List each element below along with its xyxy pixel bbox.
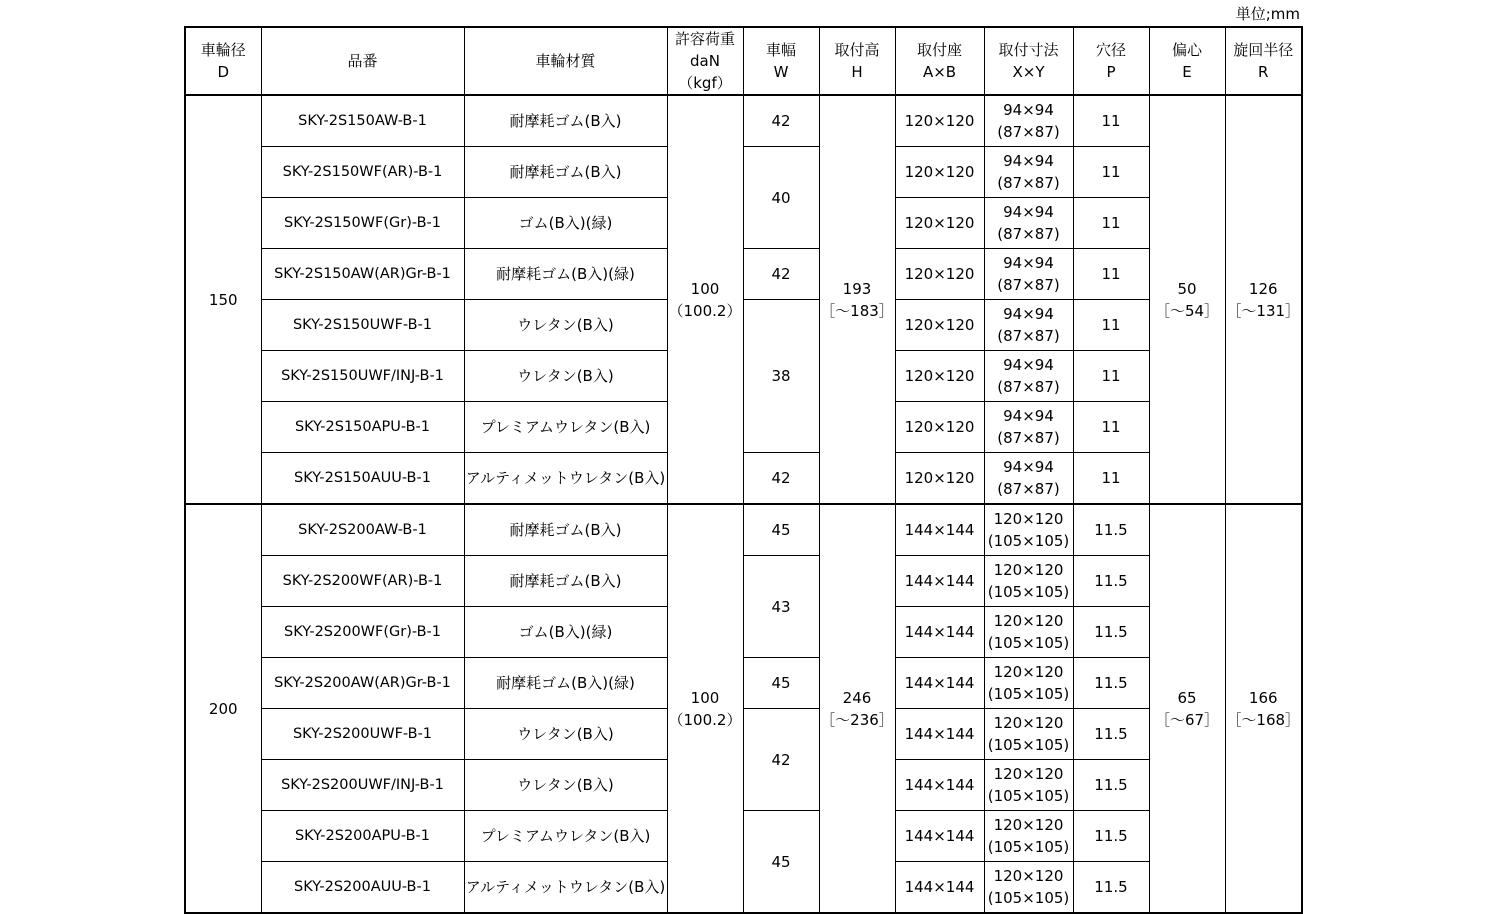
hole-diameter: 11.5 [1073,862,1149,914]
offset-cell: 65 ［～67］ [1149,504,1225,913]
hole-diameter: 11.5 [1073,760,1149,811]
mount-dims: 120×120 (105×105) [984,556,1073,607]
header-part-number: 品番 [261,27,464,95]
width-cell: 40 [743,147,819,249]
material: ウレタン(B入) [464,300,667,351]
hole-diameter: 11 [1073,147,1149,198]
mount-dims: 120×120 (105×105) [984,658,1073,709]
hole-diameter: 11 [1073,249,1149,300]
hole-diameter: 11 [1073,402,1149,453]
diameter-cell: 150 [185,95,261,504]
header-diameter: 車輪径 D [185,27,261,95]
mount-dims: 94×94 (87×87) [984,198,1073,249]
width-cell: 45 [743,658,819,709]
width-cell: 38 [743,300,819,453]
material: 耐摩耗ゴム(B入) [464,504,667,556]
diameter-cell: 200 [185,504,261,913]
table-row [185,504,1302,556]
header-load: 許容荷重 daN（kgf） [667,27,743,95]
mount-dims: 94×94 (87×87) [984,402,1073,453]
mount-dims: 120×120 (105×105) [984,811,1073,862]
mount-dims: 94×94 (87×87) [984,300,1073,351]
mount-base: 120×120 [895,402,984,453]
hole-diameter: 11 [1073,351,1149,402]
hole-diameter: 11.5 [1073,658,1149,709]
height-cell: 246 ［～236］ [819,504,895,913]
mount-dims: 94×94 (87×87) [984,351,1073,402]
material: 耐摩耗ゴム(B入) [464,556,667,607]
hole-diameter: 11 [1073,300,1149,351]
mount-base: 120×120 [895,453,984,505]
mount-dims: 94×94 (87×87) [984,249,1073,300]
width-cell: 42 [743,709,819,811]
table-row [185,709,1302,760]
mount-base: 120×120 [895,198,984,249]
header-width: 車幅 W [743,27,819,95]
mount-base: 144×144 [895,811,984,862]
part-number: SKY-2S150AW(AR)Gr-B-1 [261,249,464,300]
hole-diameter: 11 [1073,453,1149,505]
width-cell: 42 [743,453,819,505]
material: プレミアムウレタン(B入) [464,402,667,453]
mount-base: 120×120 [895,351,984,402]
table-row [185,147,1302,198]
mount-base: 120×120 [895,249,984,300]
mount-base: 144×144 [895,862,984,914]
hole-diameter: 11.5 [1073,556,1149,607]
material: ウレタン(B入) [464,760,667,811]
part-number: SKY-2S150AW-B-1 [261,95,464,147]
radius-cell: 126 ［～131］ [1225,95,1302,504]
table-row [185,556,1302,607]
header-mount-dims: 取付寸法 X×Y [984,27,1073,95]
mount-base: 144×144 [895,607,984,658]
part-number: SKY-2S200UWF-B-1 [261,709,464,760]
hole-diameter: 11.5 [1073,811,1149,862]
mount-dims: 94×94 (87×87) [984,147,1073,198]
header-radius: 旋回半径 R [1225,27,1302,95]
part-number: SKY-2S150WF(AR)-B-1 [261,147,464,198]
material: アルティメットウレタン(B入) [464,862,667,914]
material: ゴム(B入)(緑) [464,607,667,658]
material: 耐摩耗ゴム(B入)(緑) [464,658,667,709]
table-row [185,95,1302,147]
part-number: SKY-2S150UWF-B-1 [261,300,464,351]
table-row [185,249,1302,300]
width-cell: 42 [743,249,819,300]
part-number: SKY-2S200AW(AR)Gr-B-1 [261,658,464,709]
mount-base: 144×144 [895,709,984,760]
table-row [185,453,1302,505]
material: ウレタン(B入) [464,351,667,402]
material: プレミアムウレタン(B入) [464,811,667,862]
mount-base: 144×144 [895,504,984,556]
material: ウレタン(B入) [464,709,667,760]
mount-dims: 120×120 (105×105) [984,760,1073,811]
load-cell: 100 （100.2） [667,95,743,504]
mount-dims: 120×120 (105×105) [984,862,1073,914]
mount-dims: 120×120 (105×105) [984,709,1073,760]
material: 耐摩耗ゴム(B入)(緑) [464,249,667,300]
table-row [185,658,1302,709]
part-number: SKY-2S200UWF/INJ-B-1 [261,760,464,811]
part-number: SKY-2S200AUU-B-1 [261,862,464,914]
unit-label: 単位;mm [1235,5,1300,23]
mount-base: 120×120 [895,95,984,147]
header-hole: 穴径 P [1073,27,1149,95]
hole-diameter: 11.5 [1073,607,1149,658]
mount-base: 120×120 [895,147,984,198]
part-number: SKY-2S150WF(Gr)-B-1 [261,198,464,249]
mount-base: 144×144 [895,658,984,709]
table-row [185,300,1302,351]
part-number: SKY-2S200AW-B-1 [261,504,464,556]
mount-base: 144×144 [895,556,984,607]
table-row [185,811,1302,862]
header-mount-base: 取付座 A×B [895,27,984,95]
width-cell: 43 [743,556,819,658]
offset-cell: 50 ［～54］ [1149,95,1225,504]
height-cell: 193 ［～183］ [819,95,895,504]
part-number: SKY-2S150APU-B-1 [261,402,464,453]
radius-cell: 166 ［～168］ [1225,504,1302,913]
part-number: SKY-2S200APU-B-1 [261,811,464,862]
header-row [185,27,1302,95]
mount-dims: 120×120 (105×105) [984,607,1073,658]
header-height: 取付高 H [819,27,895,95]
material: アルティメットウレタン(B入) [464,453,667,505]
part-number: SKY-2S200WF(Gr)-B-1 [261,607,464,658]
material: 耐摩耗ゴム(B入) [464,147,667,198]
mount-dims: 94×94 (87×87) [984,95,1073,147]
mount-dims: 120×120 (105×105) [984,504,1073,556]
width-cell: 42 [743,95,819,147]
part-number: SKY-2S200WF(AR)-B-1 [261,556,464,607]
mount-base: 120×120 [895,300,984,351]
load-cell: 100 （100.2） [667,504,743,913]
hole-diameter: 11 [1073,95,1149,147]
header-offset: 偏心 E [1149,27,1225,95]
material: 耐摩耗ゴム(B入) [464,95,667,147]
width-cell: 45 [743,811,819,914]
mount-dims: 94×94 (87×87) [984,453,1073,505]
part-number: SKY-2S150AUU-B-1 [261,453,464,505]
spec-table [184,26,1303,914]
hole-diameter: 11 [1073,198,1149,249]
part-number: SKY-2S150UWF/INJ-B-1 [261,351,464,402]
width-cell: 45 [743,504,819,556]
material: ゴム(B入)(緑) [464,198,667,249]
hole-diameter: 11.5 [1073,709,1149,760]
mount-base: 144×144 [895,760,984,811]
header-material: 車輪材質 [464,27,667,95]
hole-diameter: 11.5 [1073,504,1149,556]
